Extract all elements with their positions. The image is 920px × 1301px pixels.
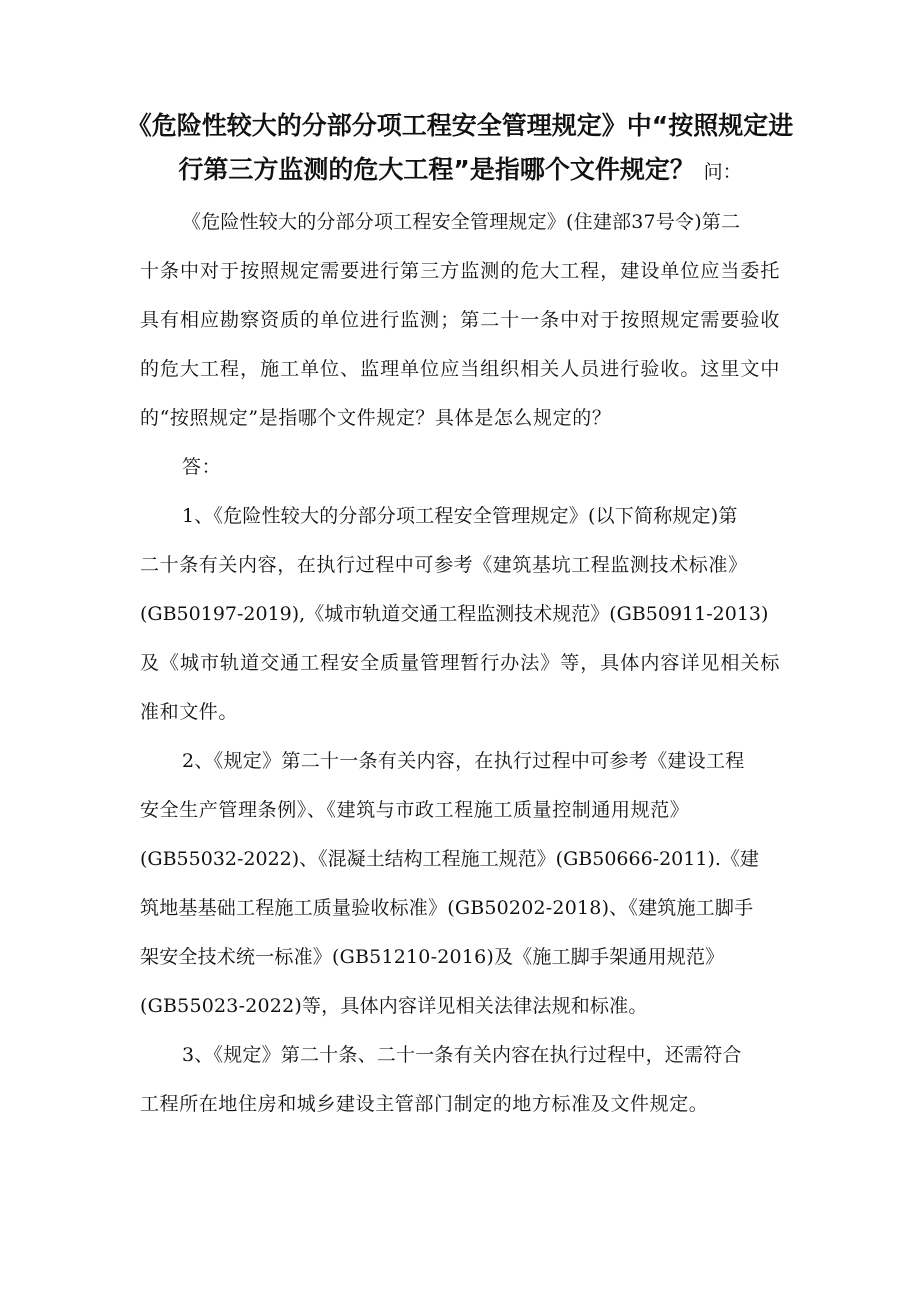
question-line-5: 的“按照规定”是指哪个文件规定？具体是怎么规定的？	[140, 407, 612, 429]
question-line-1: 《危险性较大的分部分项工程安全管理规定》(住建部37号令)第二	[182, 211, 741, 233]
answer-2-line-3: (GB55032-2022)、《混凝土结构工程施工规范》(GB50666-2011).《建	[140, 848, 759, 870]
question-line-2: 十条中对于按照规定需要进行第三方监测的危大工程，建设单位应当委托	[140, 260, 780, 282]
title-line-2-text: 行第三方监测的危大工程”是指哪个文件规定？	[178, 155, 695, 184]
answer-2-line-5: 架安全技术统一标准》(GB51210-2016)及《施工脚手架通用规范》	[140, 946, 725, 968]
answer-2-line-6: (GB55023-2022)等，具体内容详见相关法律法规和标准。	[140, 995, 648, 1017]
answer-label: 答：	[182, 456, 222, 478]
answer-2-line-4: 筑地基基础工程施工质量验收标准》(GB50202-2018)、《建筑施工脚手	[140, 897, 754, 919]
answer-1-line-3: (GB50197-2019),《城市轨道交通工程监测技术规范》(GB50911-2013)	[140, 603, 769, 625]
answer-1-line-4: 及《城市轨道交通工程安全质量管理暂行办法》等，具体内容详见相关标	[140, 652, 780, 674]
title-line-1: 《危险性较大的分部分项工程安全管理规定》中“按照规定进	[126, 111, 794, 140]
question-line-4: 的危大工程，施工单位、监理单位应当组织相关人员进行验收。这里文中	[140, 358, 780, 380]
answer-2-line-1: 2、《规定》第二十一条有关内容，在执行过程中可参考《建设工程	[182, 750, 745, 772]
document-title	[100, 104, 820, 194]
title-line-2	[100, 148, 820, 194]
answer-3-line-1: 3、《规定》第二十条、二十一条有关内容在执行过程中，还需符合	[182, 1044, 742, 1066]
question-tag: 问：	[703, 161, 742, 183]
answer-1-line-1: 1、《危险性较大的分部分项工程安全管理规定》(以下简称规定)第	[182, 505, 738, 527]
answer-1-line-2: 二十条有关内容，在执行过程中可参考《建筑基坑工程监测技术标准》	[140, 554, 748, 576]
answer-2-line-2: 安全生产管理条例》、《建筑与市政工程施工质量控制通用规范》	[140, 799, 690, 821]
question-line-3: 具有相应勘察资质的单位进行监测；第二十一条中对于按照规定需要验收	[140, 309, 780, 331]
answer-1-line-5: 准和文件。	[140, 701, 239, 723]
answer-3-line-2: 工程所在地住房和城乡建设主管部门制定的地方标准及文件规定。	[140, 1093, 709, 1115]
